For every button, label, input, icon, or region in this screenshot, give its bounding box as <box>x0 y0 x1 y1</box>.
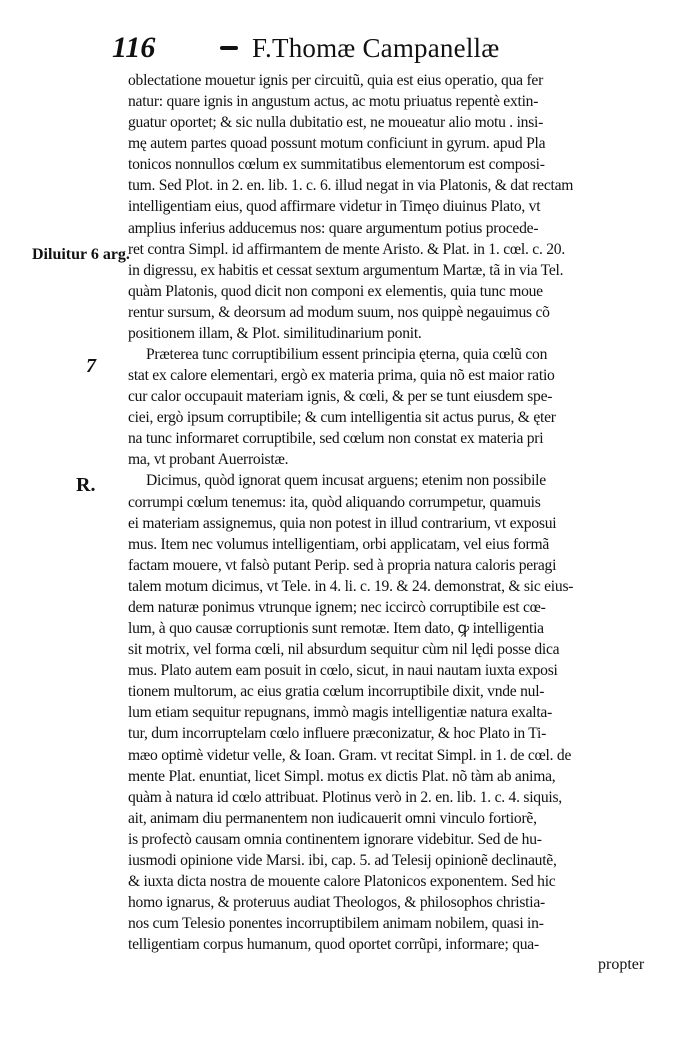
text-line: is profectò causam omnia continentem ignorare videbitur. Sed de hu- <box>128 830 542 848</box>
text-line: nos cum Telesio ponentes incorruptibilem animam nobilem, quasi in- <box>128 915 544 933</box>
page-number: 116 <box>112 31 156 64</box>
text-line: stat ex calore elementari, ergò ex materia prima, quia nõ est maior ratio <box>128 367 555 385</box>
catchword: propter <box>598 956 645 973</box>
text-line: mę autem partes quoad possunt motum conficiunt in gyrum. apud Pla <box>128 135 546 153</box>
text-line: homo ignarus, & proteruus audiat Theologos, & philosophos christia- <box>128 894 545 912</box>
text-line: amplius inferius adducemus nos: quare argumentum potius procede- <box>128 219 539 237</box>
text-line: oblectatione mouetur ignis per circuitũ, quia est eius operatio, qua fer <box>128 72 544 89</box>
text-line: dem naturæ ponimus vtrunque ignem; nec iccircò corruptibile est cœ- <box>128 598 546 616</box>
text-line: ret contra Simpl. id affirmantem de mente Aristo. & Plat. in 1. cœl. c. 20. <box>128 240 565 258</box>
text-line: talem motum dicimus, vt Tele. in 4. li. c. 19. & 24. demonstrat, & sic eius- <box>128 577 574 595</box>
text-line: factam mouere, vt falsò putant Perip. sed à propria natura caloris peragi <box>128 556 557 574</box>
text-line: Præterea tunc corruptibilium essent principia ęterna, quia cœlũ con <box>146 346 548 364</box>
text-line: ciei, ergò ipsum corruptibile; & cum intelligentia sit actus purus, & ęter <box>128 409 556 427</box>
text-line: tur, dum incorruptelam cœlo influere præconizatur, & hoc Plato in Ti- <box>128 725 547 743</box>
running-title: F.Thomæ Campanellæ <box>252 33 500 63</box>
text-line: lum, à quo causæ corruptionis sunt remotæ. Item dato, ꝙ intelligentia <box>128 620 544 638</box>
text-line: Dicimus, quòd ignorat quem incusat arguens; etenim non possibile <box>146 472 546 490</box>
text-line: ei materiam assignemus, quia non potest in illud contrarium, vt exposui <box>128 514 557 532</box>
text-line: corrumpi cœlum tenemus: ita, quòd aliquando corrumpetur, quamuis <box>128 493 541 511</box>
text-line: iusmodi opinione vide Marsi. ibi, cap. 5. ad Telesij opinionẽ declinautẽ, <box>128 851 557 869</box>
text-line: tonicos nonnullos cœlum ex summitatibus elementorum est composi- <box>128 156 545 174</box>
text-line: mæo optimè videtur velle, & Ioan. Gram. vt recitat Simpl. in 1. de cœl. de <box>128 746 572 764</box>
margin-note-diluitur: Diluitur 6 arg. <box>32 246 130 263</box>
text-line: & iuxta dicta nostra de mouente calore Platonicos exponentem. Sed hic <box>128 872 556 890</box>
text-line: in digressu, ex habitis et cessat sextum argumentum Martæ, tã in via Tel. <box>128 261 564 279</box>
text-line: cur calor occupauit materiam ignis, & cœli, & per se tunt eiusdem spe- <box>128 388 553 406</box>
text-line: quàm Platonis, quod dicit non componi ex elementis, quia tunc moue <box>128 282 543 300</box>
text-line: positionem illam, & Plot. similitudinarium ponit. <box>128 324 422 342</box>
text-line: lum etiam sequitur repugnans, immò magis intelligentiæ natura exalta- <box>128 704 553 722</box>
text-line: mente Plat. enuntiat, licet Simpl. motus ex dictis Plat. nõ tàm ab anima, <box>128 767 556 785</box>
body-text <box>128 70 688 955</box>
text-line: tionem multorum, ac eius gratia cœlum incorruptibile dixit, vnde nul- <box>128 683 545 701</box>
text-line: sit motrix, vel forma cœli, nil absurdum sequitur cùm nil lędi posse dica <box>128 641 560 659</box>
text-line: telligentiam corpus humanum, quod oportet corrũpi, informare; qua- <box>128 936 539 954</box>
text-line: ait, animam diu permanentem non iudicauerit omni vinculo fortiorẽ, <box>128 809 537 827</box>
text-line: ma, vt probant Auerroistæ. <box>128 451 289 469</box>
text-line: na tunc informaret corruptibile, sed cœlum non constat ex materia pri <box>128 430 544 448</box>
header-ornament <box>220 46 238 50</box>
text-line: tum. Sed Plot. in 2. en. lib. 1. c. 6. illud negat in via Platonis, & dat rectam <box>128 177 574 195</box>
text-line: intelligentiam eius, quod affirmare videtur in Timęo diuinus Plato, vt <box>128 198 541 216</box>
text-line: mus. Item nec volumus intelligentiam, orbi applicatam, vel eius formã <box>128 535 549 553</box>
text-line: mus. Plato autem eam posuit in cœlo, sicut, in naui nautam iuxta exposi <box>128 662 558 680</box>
text-line: quàm à natura id cœlo attribuat. Plotinus verò in 2. en. lib. 1. c. 4. siquis, <box>128 788 562 806</box>
margin-note-seven: 7 <box>86 355 96 377</box>
text-line: guatur oportet; & sic nulla dubitatio est, ne moueatur alio motu . insi- <box>128 114 544 132</box>
page-header <box>112 28 592 70</box>
text-line: rentur sursum, & deorsum ad modum suum, nos quippè negauimus cõ <box>128 303 550 321</box>
margin-note-r: R. <box>76 474 96 496</box>
text-line: natur: quare ignis in angustum actus, ac motu priuatus repentè extin- <box>128 93 539 111</box>
